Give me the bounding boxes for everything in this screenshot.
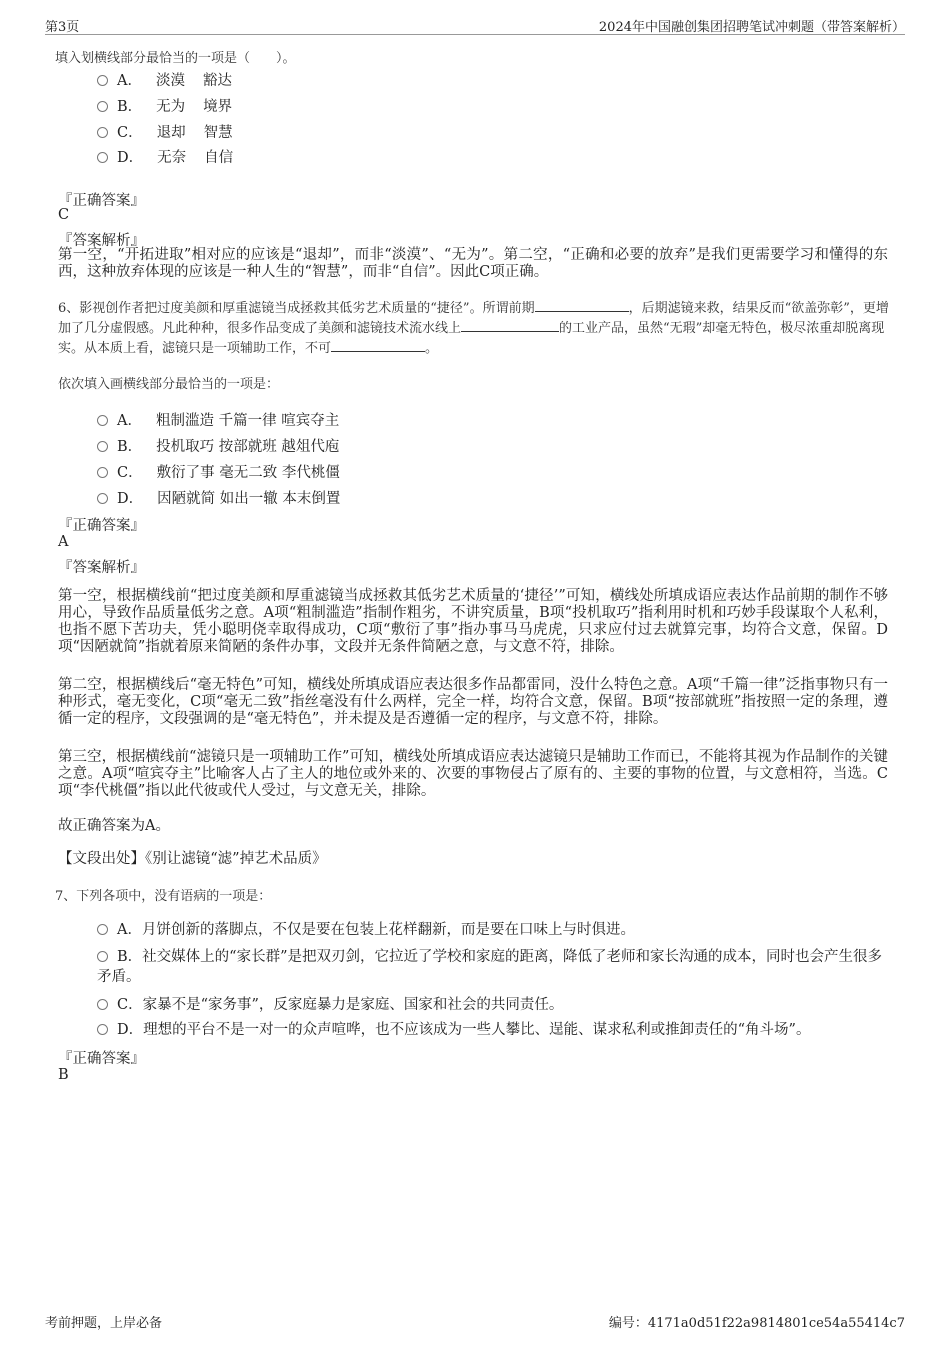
q5-analysis-label: 『答案解析』 (58, 233, 145, 249)
blank-3 (331, 339, 425, 352)
q6-answer: A (58, 534, 69, 550)
radio-icon[interactable] (97, 467, 108, 478)
blank-1 (535, 299, 629, 312)
footer-slogan: 考前押题，上岸必备 (45, 1316, 163, 1331)
page-number: 第3页 (45, 20, 80, 35)
radio-icon[interactable] (97, 924, 108, 935)
document-title: 2024年中国融创集团招聘笔试冲刺题（带答案解析） (598, 20, 905, 35)
q5-option-d[interactable]: D． 无奈 自信 (97, 146, 233, 167)
q5-option-b[interactable]: B． 无为 境界 (97, 95, 232, 116)
q6-answer-label: 『正确答案』 (58, 518, 145, 534)
radio-icon[interactable] (97, 441, 108, 452)
document-code: 编号：4171a0d51f22a9814801ce54a55414c7 (608, 1316, 905, 1331)
q5-answer: C (58, 207, 70, 223)
q5-option-a[interactable]: A． 淡漠 豁达 (97, 69, 232, 90)
q5-stem: 填入划横线部分最恰当的一项是（ ）。 (55, 51, 296, 66)
q6-analysis-p4: 故正确答案为A。 (58, 818, 170, 834)
q5-option-c[interactable]: C． 退却 智慧 (97, 121, 233, 142)
radio-icon[interactable] (97, 493, 108, 504)
q6-analysis-p1: 第一空，根据横线前“把过度美颜和厚重滤镜当成拯救其低劣艺术质量的‘捷径’”可知，横线处所填成语应表达作品前期的制作不够用心，导致作品质量低劣之意。A项“粗制滥造”指制作粗劣，不讲究质量，B项“投机取巧”指利用时机和巧妙手段谋取个人私利，也指不愿下苦功夫，凭小聪明侥幸取得成功，C项“敷衍了事”指办事马马虎虎，只求应付过去就算完事，均符合文意，保留。D项“因陋就简”指就着原来简陋的条件办事，文段并无条件简陋之意，与文意不符，排除。 (58, 588, 888, 655)
radio-icon[interactable] (97, 415, 108, 426)
q7-option-c[interactable]: C．家暴不是“家务事”，反家庭暴力是家庭、国家和社会的共同责任。 (97, 995, 887, 1015)
q6-analysis-p3: 第三空，根据横线前“滤镜只是一项辅助工作”可知，横线处所填成语应表达滤镜只是辅助工作而已，不能将其视为作品制作的关键之意。A项“喧宾夺主”比喻客人占了主人的地位或外来的、次要的事物侵占了原有的、主要的事物的位置，与文意相符，当选。C项“李代桃僵”指以此代彼或代人受过，与文意无关，排除。 (58, 749, 888, 799)
radio-icon[interactable] (97, 152, 108, 163)
page-header (45, 14, 905, 35)
q6-analysis-p2: 第二空，根据横线后“毫无特色”可知，横线处所填成语应表达很多作品都雷同，没什么特色之意。A项“千篇一律”泛指事物只有一种形式，毫无变化，C项“毫无二致”指丝毫没有什么两样，完全一样，均符合文意，保留。B项“按部就班”指按照一定的条理，遵循一定的程序，文段强调的是“毫无特色”，并未提及是否遵循一定的程序，与文意不符，排除。 (58, 677, 888, 727)
q5-answer-label: 『正确答案』 (58, 193, 145, 209)
radio-icon[interactable] (97, 127, 108, 138)
q6-stem: 6、影视创作者把过度美颜和厚重滤镜当成拯救其低劣艺术质量的“捷径”。所谓前期 ，后期滤镜来救，结果反而“欲盖弥彰”，更增加了几分虚假感。凡此种种，很多作品变成了美颜和滤镜技术流水线上 的工业产品，虽然“无瑕”却毫无特色，极尽浓重却脱离现实。从本质上看，滤镜只是一项辅助工作，不可 。 (58, 301, 889, 356)
q6-option-c[interactable]: C． 敷衍了事 毫无二致 李代桃僵 (97, 461, 340, 482)
radio-icon[interactable] (97, 75, 108, 86)
blank-2 (461, 319, 559, 332)
radio-icon[interactable] (97, 1024, 108, 1035)
q6-option-a[interactable]: A． 粗制滥造 千篇一律 喧宾夺主 (97, 409, 339, 430)
q6-analysis-label: 『答案解析』 (58, 560, 145, 576)
q6-prompt: 依次填入画横线部分最恰当的一项是： (58, 377, 280, 392)
q7-option-b[interactable]: B．社交媒体上的“家长群”是把双刃剑，它拉近了学校和家庭的距离，降低了老师和家长沟通的成本，同时也会产生很多矛盾。 (97, 949, 882, 985)
radio-icon[interactable] (97, 101, 108, 112)
q6-option-b[interactable]: B． 投机取巧 按部就班 越俎代庖 (97, 435, 339, 456)
q7-stem: 7、下列各项中，没有语病的一项是： (55, 889, 272, 904)
q7-answer-label: 『正确答案』 (58, 1051, 145, 1067)
q6-option-d[interactable]: D． 因陋就简 如出一辙 本末倒置 (97, 487, 340, 508)
q6-source: 【文段出处】《别让滤镜“滤”掉艺术品质》 (58, 851, 327, 867)
radio-icon[interactable] (97, 951, 108, 962)
q7-answer: B (58, 1067, 69, 1083)
q5-analysis: 第一空，“开拓进取”相对应的应该是“退却”，而非“淡漠”、“无为”。第二空，“正确和必要的放弃”是我们更需要学习和懂得的东西，这种放弃体现的应该是一种人生的“智慧”，而非“自信”。因此C项正确。 (58, 247, 888, 280)
q7-option-a[interactable]: A．月饼创新的落脚点，不仅是要在包装上花样翻新，而是要在口味上与时俱进。 (97, 920, 887, 940)
q7-option-d[interactable]: D．理想的平台不是一对一的众声喧哗，也不应该成为一些人攀比、逞能、谋求私利或推卸责任的“角斗场”。 (97, 1020, 887, 1040)
radio-icon[interactable] (97, 999, 108, 1010)
